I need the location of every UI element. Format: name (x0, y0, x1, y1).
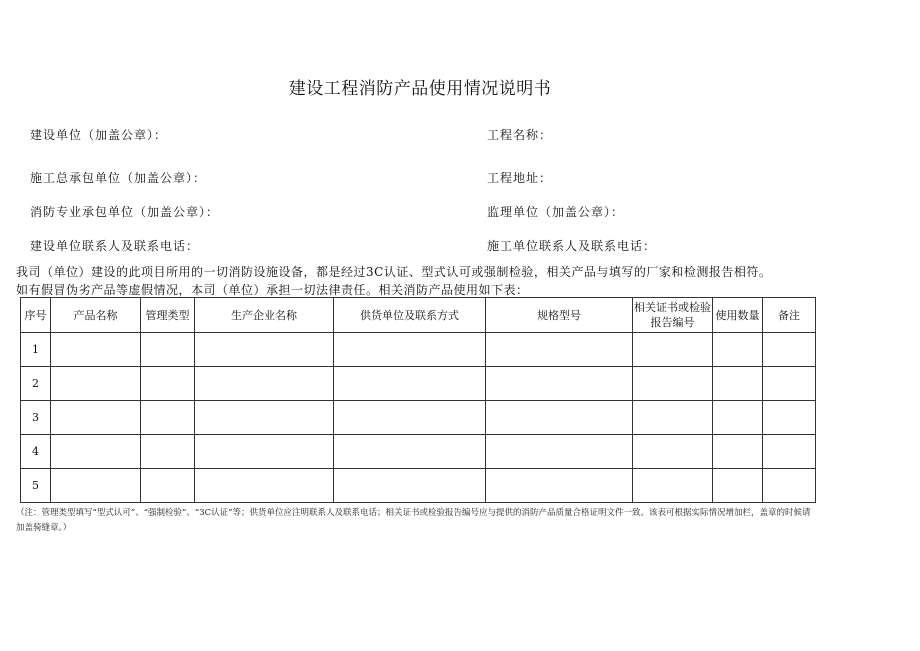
cell-manufacturer[interactable] (195, 435, 334, 469)
construction-unit-label: 建设单位（加盖公章）： (30, 128, 168, 142)
cell-product-name[interactable] (51, 435, 141, 469)
project-name-label: 工程名称： (487, 128, 553, 142)
cell-quantity[interactable] (713, 435, 763, 469)
cell-spec-model[interactable] (486, 469, 633, 503)
cell-management-type[interactable] (141, 401, 195, 435)
cell-quantity[interactable] (713, 401, 763, 435)
table-row (21, 435, 816, 469)
cell-supplier[interactable] (334, 401, 486, 435)
header-serial: 序号 (21, 298, 51, 333)
cell-quantity[interactable] (713, 469, 763, 503)
cell-manufacturer[interactable] (195, 469, 334, 503)
fire-products-table (20, 297, 816, 503)
header-certificate-number: 相关证书或检验报告编号 (633, 298, 713, 333)
cell-management-type[interactable] (141, 333, 195, 367)
cell-management-type[interactable] (141, 435, 195, 469)
declaration-line-1: 我司（单位）建设的此项目所用的一切消防设施设备，都是经过3C认证、型式认可或强制检验，相关产品与填写的厂家和检测报告相符。 (16, 265, 772, 279)
cell-spec-model[interactable] (486, 333, 633, 367)
cell-manufacturer[interactable] (195, 333, 334, 367)
row-number: 4 (21, 435, 51, 469)
cell-management-type[interactable] (141, 469, 195, 503)
cell-remarks[interactable] (763, 333, 816, 367)
cell-quantity[interactable] (713, 333, 763, 367)
cell-certificate-number[interactable] (633, 333, 713, 367)
header-management-type: 管理类型 (141, 298, 195, 333)
table-row (21, 333, 816, 367)
cell-certificate-number[interactable] (633, 435, 713, 469)
supervision-unit-label: 监理单位（加盖公章）： (487, 205, 625, 219)
cell-manufacturer[interactable] (195, 401, 334, 435)
header-spec-model: 规格型号 (486, 298, 633, 333)
builder-contact-label: 施工单位联系人及联系电话： (487, 239, 657, 253)
cell-product-name[interactable] (51, 401, 141, 435)
cell-management-type[interactable] (141, 367, 195, 401)
header-remarks: 备注 (763, 298, 816, 333)
cell-product-name[interactable] (51, 333, 141, 367)
table-header-row (21, 298, 816, 333)
row-number: 3 (21, 401, 51, 435)
declaration-line-2: 如有假冒伪劣产品等虚假情况，本司（单位）承担一切法律责任。相关消防产品使用如下表： (16, 283, 529, 297)
cell-remarks[interactable] (763, 435, 816, 469)
table-row (21, 401, 816, 435)
row-number: 5 (21, 469, 51, 503)
construction-contact-label: 建设单位联系人及联系电话： (30, 239, 200, 253)
cell-spec-model[interactable] (486, 367, 633, 401)
header-supplier: 供货单位及联系方式 (334, 298, 486, 333)
row-number: 1 (21, 333, 51, 367)
table-footnote: （注：管理类型填写“型式认可”、“强制检验”、“3C认证”等；供货单位应注明联系人及联系电话；相关证书或检验报告编号应与提供的消防产品质量合格证明文件一致。该表可根据实际情况增加栏，盖章的时候请加盖骑缝章。） (16, 508, 811, 533)
cell-manufacturer[interactable] (195, 367, 334, 401)
general-contractor-label: 施工总承包单位（加盖公章）： (30, 171, 207, 185)
header-product-name: 产品名称 (51, 298, 141, 333)
cell-certificate-number[interactable] (633, 367, 713, 401)
table-row (21, 367, 816, 401)
cell-remarks[interactable] (763, 401, 816, 435)
cell-supplier[interactable] (334, 367, 486, 401)
cell-supplier[interactable] (334, 469, 486, 503)
cell-certificate-number[interactable] (633, 401, 713, 435)
row-number: 2 (21, 367, 51, 401)
page-title: 建设工程消防产品使用情况说明书 (288, 79, 552, 99)
project-address-label: 工程地址： (487, 171, 553, 185)
cell-supplier[interactable] (334, 333, 486, 367)
cell-remarks[interactable] (763, 367, 816, 401)
cell-spec-model[interactable] (486, 435, 633, 469)
fire-subcontractor-label: 消防专业承包单位（加盖公章）： (30, 205, 220, 219)
header-manufacturer: 生产企业名称 (195, 298, 334, 333)
cell-product-name[interactable] (51, 469, 141, 503)
cell-remarks[interactable] (763, 469, 816, 503)
cell-product-name[interactable] (51, 367, 141, 401)
cell-supplier[interactable] (334, 435, 486, 469)
cell-quantity[interactable] (713, 367, 763, 401)
cell-spec-model[interactable] (486, 401, 633, 435)
cell-certificate-number[interactable] (633, 469, 713, 503)
header-quantity: 使用数量 (713, 298, 763, 333)
table-row (21, 469, 816, 503)
